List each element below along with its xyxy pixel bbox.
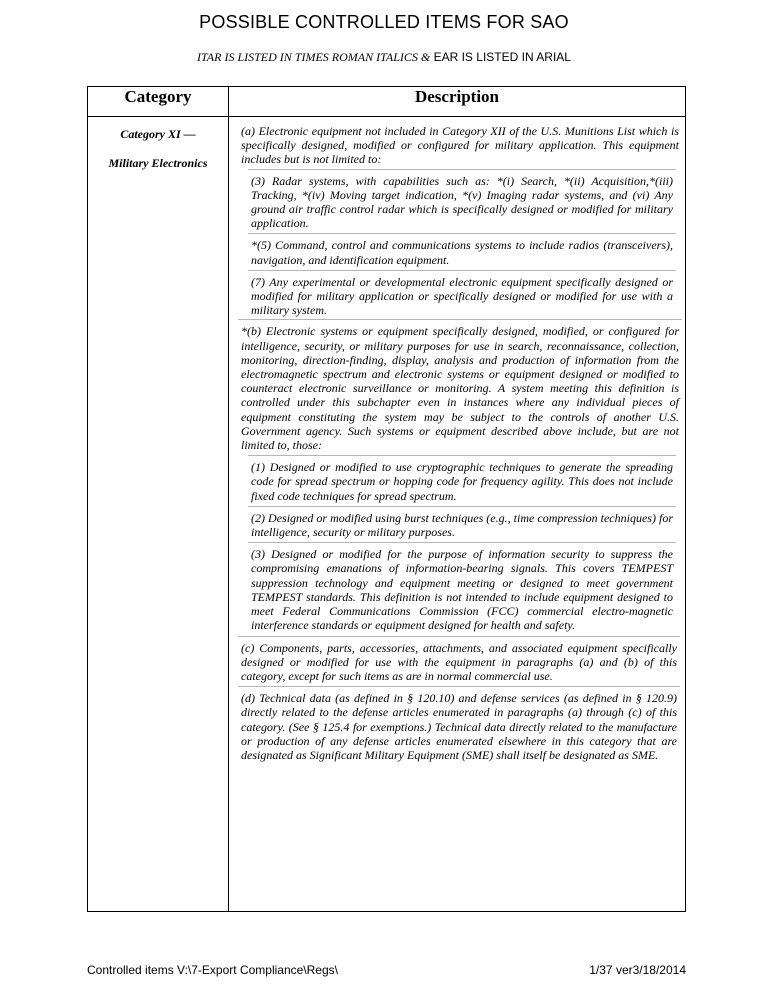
divider — [248, 455, 676, 456]
category-cell — [88, 117, 229, 912]
category-number: Category XI — — [120, 127, 196, 141]
paragraph-b — [241, 324, 679, 452]
paragraph-a: (a) Electronic equipment not included in Category XII of the U.S. Munitions List which is specifically designed, modified or configured for military application. This equipment includes but is not limited to: — [241, 124, 679, 167]
footer-page-version: 1/37 ver3/18/2014 — [589, 963, 686, 977]
subtitle-ear-note: EAR IS LISTED IN ARIAL — [430, 50, 571, 64]
description-column-header: Description — [229, 87, 686, 117]
paragraph-b-text: *(b) Electronic systems or equipment specifically designed, modified, or configured for intelligence, security, or military purposes for use in search, reconnaissance, collection, monitoring, direction-finding, display, analysis and production of information from the electromagnetic spectrum and electronic systems or equipment designed or modified to counteract electronic surveillance or monitoring. A system meeting this definition is controlled under this subchapter even in instances where any individual pieces of equipment constituting the system may be subject to the controls of another U.S. Government agency. Such systems or equipment described above include, but are not limited to, those: — [241, 324, 679, 453]
paragraph-a3 — [251, 174, 673, 231]
paragraph-b1-text: (1) Designed or modified to use cryptographic techniques to generate the spreading code for spread spectrum or hopping code for frequency agility. This does not include fixed code techniques for spread spectrum. — [251, 460, 673, 503]
table-header-row — [88, 87, 686, 117]
description-cell — [229, 117, 686, 912]
paragraph-a7-text: (7) Any experimental or developmental electronic equipment specifically designed or modified for military application or specifically designed or modified for use with a military system. — [251, 274, 673, 318]
footer-file-path: Controlled items V:\7-Export Compliance\Regs\ — [87, 963, 338, 977]
paragraph-a7 — [251, 275, 673, 318]
paragraph-b2 — [251, 511, 673, 539]
paragraph-b3-text: (3) Designed or modified for the purpose of information security to suppress the compromising emanations of information-bearing signals. This covers TEMPEST suppression technology and equipment meeting or designed to meet government TEMPEST standards. This definition is not intended to include equipment designed to meet Federal Communications Commission (FCC) commercial electro-magnetic interference standards or equipment designed for health and safety. — [251, 547, 673, 633]
divider — [248, 506, 676, 507]
divider — [248, 270, 676, 271]
divider — [248, 233, 676, 234]
paragraph-c-text: (c) Components, parts, accessories, attachments, and associated equipment specifically designed or modified for use with the equipment in paragraphs (a) and (b) of this category, except for such items as are in normal commercial use. — [241, 640, 677, 683]
paragraph-a5-text: *(5) Command, control and communications systems to include radios (transceivers), navigation, and identification equipment. — [251, 238, 673, 267]
divider — [238, 319, 682, 320]
subtitle-itar-note: ITAR IS LISTED IN TIMES ROMAN ITALICS & — [197, 50, 431, 64]
paragraph-a3-text: (3) Radar systems, with capabilities such as: *(i) Search, *(ii) Acquisition,*(iii) Tracking, *(iv) Moving target indication, *(v) Imaging radar systems, and (vi) Any ground air traffic control radar which is specifically designed or modified for military application. — [251, 173, 673, 231]
table-row — [88, 117, 686, 912]
category-name: Military Electronics — [108, 156, 208, 170]
controlled-items-table — [87, 86, 686, 912]
divider — [238, 686, 680, 687]
divider — [238, 636, 680, 637]
divider — [248, 542, 676, 543]
paragraph-b3 — [251, 547, 673, 632]
page-title: POSSIBLE CONTROLLED ITEMS FOR SAO — [199, 12, 569, 32]
page-subtitle — [0, 50, 768, 65]
divider — [248, 169, 676, 170]
paragraph-d-text: (d) Technical data (as defined in § 120.10) and defense services (as defined in § 120.9) directly related to the defense articles enumerated in paragraphs (a) through (c) of this category. (See § 125.4 for exemptions.) Technical data directly related to the manufacture or production of any defense articles enumerated elsewhere in this category that are designated as Significant Military Equipment (SME) shall itself be designated as SME. — [241, 691, 677, 762]
paragraph-b1 — [251, 460, 673, 503]
category-column-header: Category — [88, 87, 229, 117]
paragraph-b2-text: (2) Designed or modified using burst techniques (e.g., time compression techniques) for intelligence, security or military purposes. — [251, 510, 673, 540]
paragraph-c — [241, 641, 677, 684]
paragraph-a5 — [251, 238, 673, 266]
paragraph-d — [241, 691, 677, 762]
